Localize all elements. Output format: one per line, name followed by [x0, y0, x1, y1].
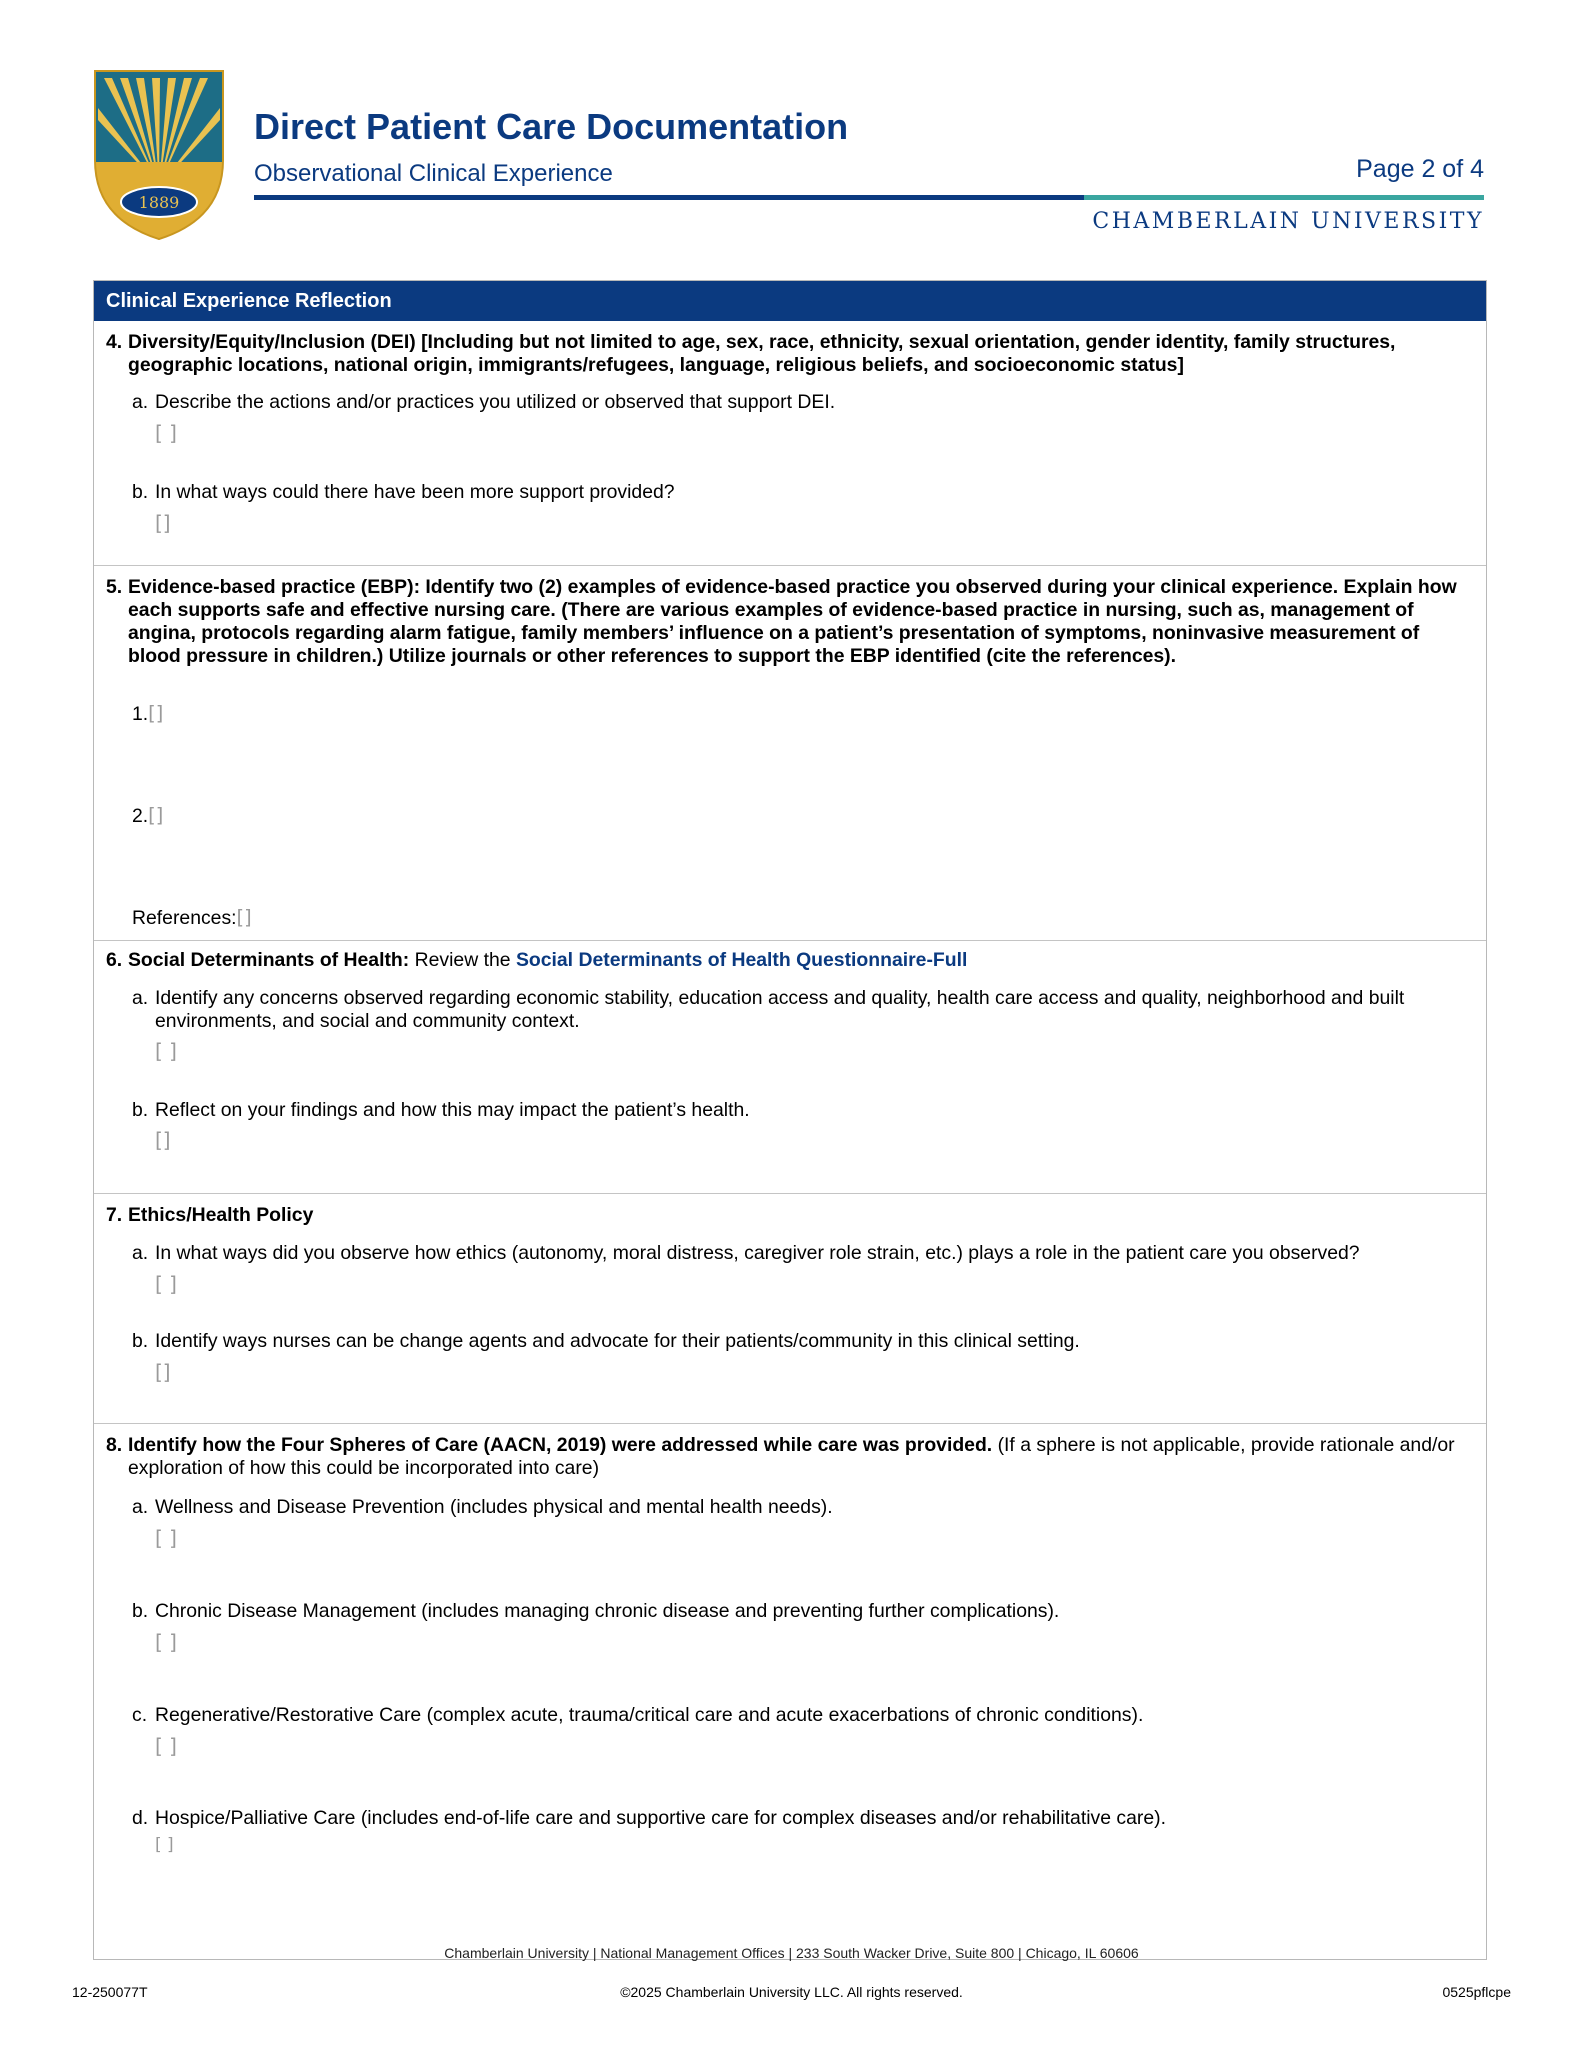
answer-field-8a[interactable]: [ ]	[155, 1526, 177, 1550]
form-header: Clinical Experience Reflection	[94, 281, 1486, 321]
question-4a: a. Describe the actions and/or practices you utilized or observed that support DEI.	[132, 391, 836, 413]
section-ebp	[94, 565, 1486, 940]
question-8d: d. Hospice/Palliative Care (includes end-of-life care and supportive care for complex diseases and/or rehabilitative care).	[132, 1807, 1166, 1829]
question-7a: a. In what ways did you observe how ethics (autonomy, moral distress, caregiver role strain, etc.) plays a role in the patient care you observed?	[132, 1242, 1360, 1264]
question-6: 6. Social Determinants of Health: Review the Social Determinants of Health Questionnaire-Full	[106, 949, 968, 971]
chamberlain-shield-logo	[90, 68, 228, 240]
ebp-item-2: 2.[]	[132, 804, 164, 827]
answer-field-5-references[interactable]: []	[236, 906, 252, 929]
question-5: 5. Evidence-based practice (EBP): Identify two (2) examples of evidence-based practice you observed during your clinical experience. Explain how each supports safe and effective nursing care. (There are various examples of evidence-based practice in nursing, such as, management of angina, protocols regarding alarm fatigue, family members’ influence on a patient’s presentation of symptoms, noninvasive measurement of blood pressure in children.) Utilize journals or other references to support the EBP identified (cite the references).	[106, 576, 1457, 667]
answer-field-4a[interactable]: [ ]	[155, 421, 177, 445]
header-rule-blue	[254, 195, 1084, 200]
answer-field-7b[interactable]: []	[155, 1360, 171, 1384]
footer-address: Chamberlain University | National Management Offices | 233 South Wacker Drive, Suite 800 | Chicago, IL 60606	[444, 1945, 1139, 1961]
question-7b: b. Identify ways nurses can be change agents and advocate for their patients/community in this clinical setting.	[132, 1330, 1080, 1352]
question-4b: b. In what ways could there have been more support provided?	[132, 481, 675, 503]
footer-copyright: ©2025 Chamberlain University LLC. All rights reserved.	[620, 1984, 963, 2000]
footer-form-id: 0525pflcpe	[1442, 1984, 1511, 2000]
page-number: Page 2 of 4	[1356, 155, 1484, 183]
answer-field-8c[interactable]: [ ]	[155, 1734, 177, 1758]
question-7: 7. Ethics/Health Policy	[106, 1204, 314, 1226]
answer-field-8b[interactable]: [ ]	[155, 1630, 177, 1654]
answer-field-6a[interactable]: [ ]	[155, 1039, 177, 1063]
section-dei	[94, 321, 1486, 565]
answer-field-4b[interactable]: []	[155, 511, 171, 535]
answer-field-5-1[interactable]: []	[148, 702, 164, 725]
answer-field-5-2[interactable]: []	[148, 804, 164, 827]
sdoh-questionnaire-link[interactable]: Social Determinants of Health Questionnaire-Full	[515, 949, 968, 971]
question-8: 8. Identify how the Four Spheres of Care (AACN, 2019) were addressed while care was provided. (If a sphere is not applicable, provide rationale and/or exploration of how this could be incorporated into care)	[106, 1434, 1455, 1479]
ebp-item-1: 1.[]	[132, 702, 164, 725]
section-sdoh	[94, 940, 1486, 1193]
question-8c: c. Regenerative/Restorative Care (complex acute, trauma/critical care and acute exacerbations of chronic conditions).	[132, 1704, 1144, 1726]
question-8a: a. Wellness and Disease Prevention (includes physical and mental health needs).	[132, 1496, 833, 1518]
question-6b: b. Reflect on your findings and how this may impact the patient’s health.	[132, 1099, 750, 1121]
answer-field-6b[interactable]: []	[155, 1128, 171, 1152]
question-4: 4. Diversity/Equity/Inclusion (DEI) [Including but not limited to age, sex, race, ethnicity, sexual orientation, gender identity, family structures, geographic locations, national origin, immigrants/refugees, language, religious beliefs, and socioeconomic status]	[106, 331, 1396, 376]
answer-field-7a[interactable]: [ ]	[155, 1272, 177, 1296]
university-wordmark: CHAMBERLAIN UNIVERSITY	[1092, 209, 1484, 234]
section-ethics	[94, 1193, 1486, 1423]
section-spheres-of-care	[94, 1423, 1486, 1959]
ebp-references: References:[]	[132, 906, 252, 929]
reflection-form	[93, 280, 1487, 1960]
footer-code: 12-250077T	[72, 1984, 148, 2000]
logo-year: 1889	[138, 193, 180, 212]
question-8b: b. Chronic Disease Management (includes managing chronic disease and preventing further complications).	[132, 1600, 1060, 1622]
document-title: Direct Patient Care Documentation	[254, 106, 849, 147]
answer-field-8d[interactable]: [ ]	[155, 1835, 174, 1855]
header-rule-teal	[1084, 195, 1484, 200]
question-6a: a. Identify any concerns observed regarding economic stability, education access and quality, health care access and quality, neighborhood and built environments, and social and community context.	[132, 987, 1405, 1032]
document-subtitle: Observational Clinical Experience	[254, 160, 613, 187]
